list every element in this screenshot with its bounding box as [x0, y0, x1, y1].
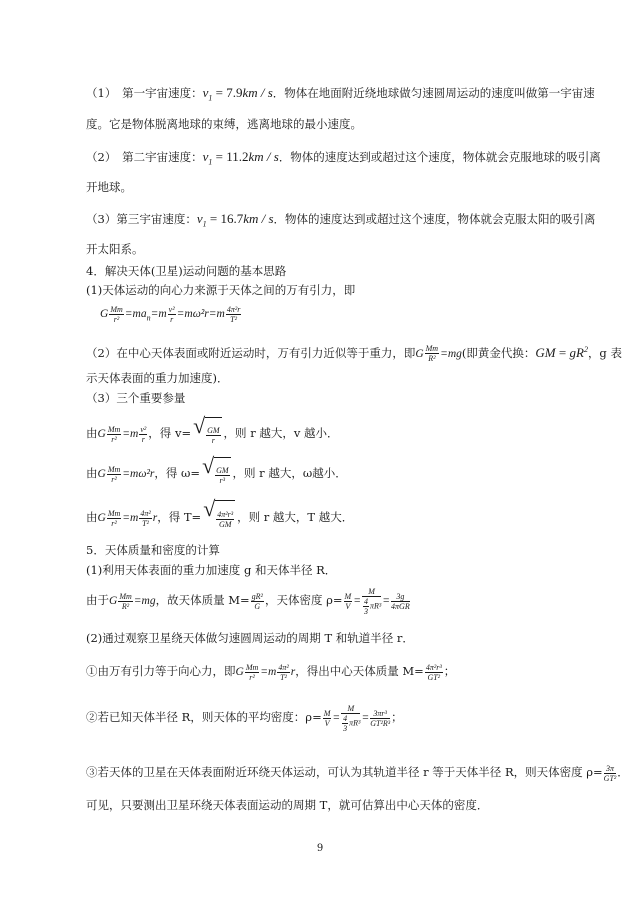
gr-symbol: gR: [569, 344, 584, 360]
equals: =: [353, 595, 361, 607]
equals: =: [124, 308, 133, 320]
third-cosmic-desc: ．物体的速度达到或超过这个速度，物体就会克服太阳的吸引离: [273, 212, 596, 226]
ma-symbol: ma: [132, 308, 147, 320]
equals: =: [440, 347, 448, 360]
numerator: Mm: [245, 662, 259, 672]
m-symbol: m: [268, 666, 277, 678]
velocity-conclusion: ，则 r 越大，v 越小．: [223, 426, 339, 440]
n-subscript: n: [146, 313, 151, 323]
third-cosmic-desc-cont: 开太阳系。: [86, 242, 144, 256]
equals: =: [361, 712, 370, 724]
3pi-over-GT2: [604, 764, 617, 783]
r-cubed: R³: [353, 717, 361, 727]
central-mass-text: ①由万有引力等于向心力，即: [86, 664, 236, 678]
numerator: Mm: [107, 424, 121, 434]
equals: =: [332, 712, 341, 724]
second-cosmic-desc-cont: 开地球。: [86, 180, 132, 194]
numerator: M: [341, 704, 360, 714]
denominator: r: [170, 314, 174, 324]
denominator: r²: [111, 434, 117, 444]
second-cosmic-unit: km / s: [248, 149, 279, 164]
numerator: gR²: [251, 591, 263, 601]
numerator: M: [362, 587, 381, 597]
M-over-V: [323, 709, 332, 728]
semicolon: ；: [443, 664, 456, 678]
mm-over-r2: [109, 305, 123, 324]
numerator: v²: [140, 424, 147, 434]
numerator: Mm: [107, 464, 121, 474]
g-symbol: G: [415, 347, 424, 360]
denominator: r²: [111, 518, 117, 528]
denominator: R²: [428, 354, 436, 364]
denominator: T²: [280, 672, 287, 682]
mass-density-surface-line: [86, 584, 411, 617]
mm-over-r2: [107, 465, 121, 484]
equals: =: [150, 308, 159, 320]
period-conclusion: ，则 r 越大，T 越大．: [237, 510, 354, 524]
mm-over-r2: [107, 509, 121, 528]
second-cosmic-value: = 11.2: [212, 149, 249, 164]
v-subscript: 1: [208, 157, 213, 167]
golden-substitution-label: (即黄金代换：: [461, 345, 536, 360]
average-density-text: ②若已知天体半径 R，则天体的平均密度：ρ=: [86, 710, 322, 724]
v-symbol: v: [196, 211, 203, 226]
denominator: G: [254, 601, 261, 611]
numerator: 4π²r³: [425, 662, 442, 672]
numerator: GM: [216, 465, 229, 475]
near-surface-text: ③若天体的卫星在天体表面附近环绕天体运动，可认为其轨道半径 r 等于天体半径 R，则天体密度 ρ=: [86, 765, 603, 779]
param-omega-line: [86, 453, 347, 491]
omega-conclusion: ，则 r 越大，ω越小．: [232, 466, 347, 480]
radical-sign: √: [202, 453, 215, 478]
denominator: r: [141, 434, 145, 444]
numerator: v²: [168, 304, 175, 314]
denominator: r²: [111, 474, 117, 484]
central-mass-label: ，得出中心天体质量 M=: [295, 664, 424, 678]
section-4-1-text: (1)天体运动的向心力来源于天体之间的万有引力，即: [86, 283, 356, 297]
v-symbol: v: [202, 149, 209, 164]
since-label: 由于: [86, 593, 109, 607]
numerator: 3g: [391, 592, 410, 602]
v-subscript: 1: [202, 219, 207, 229]
you-label: 由: [86, 466, 98, 480]
m-symbol: m: [130, 428, 139, 440]
r-symbol: r: [152, 512, 158, 524]
m-omega-r: mω²r: [184, 308, 209, 320]
third-cosmic-label: （3）第三宇宙速度：: [86, 212, 197, 226]
numerator: M: [323, 708, 331, 718]
denominator: GT²: [603, 773, 617, 783]
4pi2-over-T2: [139, 509, 151, 528]
first-cosmic-value: = 7.9: [212, 85, 243, 100]
denominator: r²: [249, 672, 255, 682]
denominator: r³: [219, 475, 226, 485]
denominator: 3: [363, 606, 368, 616]
central-mass-line: [86, 655, 455, 688]
third-cosmic-unit: km / s: [243, 211, 274, 226]
you-label: 由: [86, 426, 98, 440]
numerator: Mm: [119, 591, 132, 601]
numerator: 4π²r: [226, 304, 241, 314]
semicolon: ；: [391, 710, 403, 724]
gm-symbol: GM: [535, 344, 556, 360]
numerator: M: [344, 591, 352, 601]
g-symbol: G: [97, 512, 106, 524]
mg-symbol: mg: [141, 595, 156, 607]
numerator: 4π²: [278, 662, 289, 672]
equals: =: [260, 666, 269, 678]
numerator: 3πr³: [370, 709, 390, 719]
numerator: 4π²r³: [217, 509, 234, 519]
equals: =: [208, 308, 217, 320]
r-cubed: R³: [373, 600, 382, 610]
g-represents-text: ，g 表: [587, 345, 622, 360]
get-omega-label: ，得 ω=: [154, 466, 201, 480]
gravitation-formula: [100, 300, 242, 332]
3g-over-4piGR: [391, 592, 410, 611]
3pir3-over-GT2R3: [370, 709, 390, 728]
section-4-2-text: （2）在中心天体表面或附近运动时，万有引力近似等于重力，即: [86, 345, 416, 360]
first-cosmic-velocity-line: [86, 86, 595, 105]
numerator: 3π: [604, 764, 617, 774]
m-omega-r: mω²r: [130, 468, 155, 480]
denominator: V: [324, 718, 330, 728]
radical-sign: √: [193, 413, 206, 438]
first-cosmic-desc-cont: 度。它是物体脱离地球的束缚，逃离地球的最小速度。: [86, 117, 362, 131]
m-symbol: m: [158, 308, 167, 320]
first-cosmic-unit: km / s: [242, 85, 273, 100]
r-symbol: r: [290, 666, 296, 678]
mass-label: ，故天体质量 M=: [155, 593, 250, 607]
conclusion-text: 可见，只要测出卫星环绕天体表面运动的周期 T，就可估算出中心天体的密度．: [86, 798, 489, 812]
numerator: Mm: [110, 304, 123, 314]
radical-sign: √: [203, 496, 216, 521]
third-cosmic-value: = 16.7: [206, 211, 244, 226]
g-symbol: G: [100, 308, 109, 320]
g-symbol: G: [97, 468, 106, 480]
numerator: 4: [343, 713, 348, 723]
near-surface-density-line: [86, 757, 629, 787]
denominator: [362, 597, 381, 616]
page-number: 9: [316, 843, 324, 854]
get-t-label: ，得 T=: [157, 510, 202, 524]
second-cosmic-desc: ．物体的速度达到或超过这个速度，物体就会克服地球的吸引离: [278, 150, 601, 164]
gR2-over-G: [251, 592, 264, 611]
section-4-3-heading: （3）三个重要参量: [86, 391, 186, 405]
g-symbol: G: [235, 666, 244, 678]
M-over-V: [344, 592, 353, 611]
denominator: 4πGR: [391, 601, 410, 611]
mm-over-R2: [425, 344, 439, 363]
v2-over-r: [139, 425, 147, 444]
denominator: GM: [218, 519, 232, 529]
denominator: r: [211, 435, 215, 445]
first-cosmic-desc: ．物体在地面附近绕地球做匀速圆周运动的速度叫做第一宇宙速: [272, 86, 595, 100]
denominator: V: [345, 601, 351, 611]
param-period-line: [86, 496, 354, 536]
third-cosmic-velocity-line: [86, 212, 596, 231]
mm-over-r2: [107, 425, 121, 444]
mg-symbol: mg: [447, 347, 462, 360]
denominator: r²: [113, 314, 120, 324]
numerator: 4: [363, 596, 368, 606]
numerator: 4π²: [140, 508, 151, 518]
density-label: ，天体密度 ρ=: [264, 593, 343, 607]
denominator: GT²R³: [370, 718, 391, 728]
pi: π: [349, 717, 354, 727]
sqrt-4pi2r3-over-gm: [203, 496, 235, 536]
square-superscript: 2: [583, 345, 588, 354]
4pi2-over-T2: [277, 663, 289, 682]
g-symbol: G: [97, 428, 106, 440]
4pi2r3-over-GT2: [425, 663, 443, 682]
mm-over-R2: [118, 592, 132, 611]
g-symbol: G: [109, 595, 118, 607]
equals: =: [555, 344, 570, 360]
M-over-volume: [341, 704, 360, 733]
equals: =: [122, 468, 131, 480]
equals: =: [133, 595, 142, 607]
section-4-2-cont: 示天体表面的重力加速度)．: [86, 371, 229, 385]
get-v-label: ，得 v=: [148, 426, 192, 440]
equals: =: [122, 428, 131, 440]
param-velocity-line: [86, 413, 339, 451]
first-cosmic-label: （1） 第一宇宙速度：: [86, 86, 203, 100]
denominator: T²: [142, 518, 149, 528]
equals: =: [176, 308, 185, 320]
equals: =: [382, 595, 391, 607]
numerator: Mm: [425, 344, 439, 354]
numerator: Mm: [107, 508, 121, 518]
period-mark: ．: [617, 765, 629, 779]
M-over-volume: [362, 587, 381, 616]
m-symbol: m: [216, 308, 225, 320]
you-label: 由: [86, 510, 98, 524]
denominator: [341, 714, 360, 733]
numerator: GM: [207, 425, 220, 435]
section-4-heading: 4．解决天体(卫星)运动问题的基本思路: [86, 264, 287, 278]
denominator: R²: [121, 601, 130, 611]
v-subscript: 1: [208, 93, 213, 103]
m-symbol: m: [130, 512, 139, 524]
section-5-2-text: (2)通过观察卫星绕天体做匀速圆周运动的周期 T 和轨道半径 r．: [86, 631, 414, 645]
4pi2r-over-T2: [226, 305, 242, 324]
equals: =: [122, 512, 131, 524]
mm-over-r2: [245, 663, 259, 682]
section-5-1-text: (1)利用天体表面的重力加速度 g 和天体半径 R．: [86, 563, 337, 577]
sqrt-gm-over-r3: [202, 453, 230, 491]
second-cosmic-label: （2） 第二宇宙速度：: [86, 150, 203, 164]
sqrt-gm-over-r: [193, 413, 221, 451]
section-4-2-line: [86, 338, 622, 366]
pi: π: [369, 600, 374, 610]
average-density-line: [86, 700, 403, 735]
second-cosmic-velocity-line: [86, 150, 601, 169]
v2-over-r: [168, 305, 176, 324]
denominator: T²: [230, 314, 238, 324]
section-5-heading: 5．天体质量和密度的计算: [86, 543, 220, 557]
denominator: 3: [343, 723, 348, 733]
v-symbol: v: [202, 85, 209, 100]
denominator: GT²: [427, 672, 441, 682]
